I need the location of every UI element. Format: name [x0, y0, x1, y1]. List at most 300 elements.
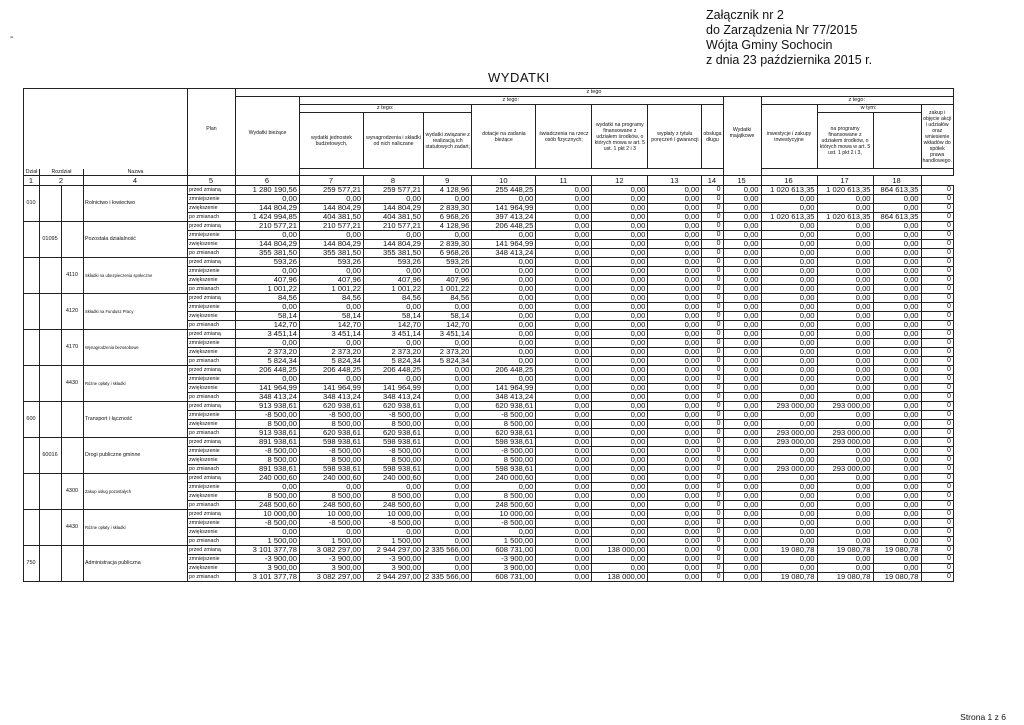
value-cell: 0,00 — [723, 203, 761, 212]
value-cell: 1 020 613,35 — [817, 212, 873, 221]
value-cell: 0,00 — [761, 230, 817, 239]
value-cell: 0,00 — [592, 365, 648, 374]
value-cell: 0,00 — [424, 437, 472, 446]
value-cell: 0,00 — [300, 374, 364, 383]
value-cell: 0,00 — [723, 185, 761, 194]
value-cell: 0 — [921, 419, 953, 428]
value-cell: 0,00 — [761, 509, 817, 518]
row-label: po zmianach — [188, 428, 236, 437]
value-cell: 0,00 — [536, 365, 592, 374]
value-cell: 0,00 — [723, 320, 761, 329]
group-name: Administracja publiczna — [84, 545, 188, 581]
value-cell: 0,00 — [424, 266, 472, 275]
value-cell: 0,00 — [873, 338, 921, 347]
value-cell: 913 938,61 — [236, 428, 300, 437]
value-cell: 0,00 — [536, 419, 592, 428]
value-cell: 0,00 — [723, 509, 761, 518]
value-cell: 3 900,00 — [472, 563, 536, 572]
value-cell: 0,00 — [723, 545, 761, 554]
value-cell: 0,00 — [723, 491, 761, 500]
value-cell: 0 — [702, 212, 723, 221]
value-cell: 0,00 — [817, 284, 873, 293]
value-cell: 0,00 — [648, 266, 702, 275]
value-cell: 293 000,00 — [761, 428, 817, 437]
value-cell: 0,00 — [424, 194, 472, 203]
value-cell: 2 373,20 — [236, 347, 300, 356]
table-row — [24, 437, 954, 446]
value-cell: 0,00 — [761, 482, 817, 491]
value-cell: 0 — [702, 365, 723, 374]
value-cell: 620 938,61 — [472, 401, 536, 410]
group-name: Rolnictwo i łowiectwo — [84, 185, 188, 221]
value-cell: 0 — [921, 257, 953, 266]
value-cell: 0,00 — [723, 230, 761, 239]
value-cell: 0,00 — [592, 554, 648, 563]
col-programy-spacer — [873, 113, 921, 169]
value-cell: 0,00 — [472, 284, 536, 293]
paragraf-code — [62, 545, 84, 581]
rozdzial-code: 60016 — [40, 437, 62, 473]
value-cell: 0,00 — [592, 446, 648, 455]
value-cell: 293 000,00 — [817, 437, 873, 446]
value-cell: 0,00 — [592, 428, 648, 437]
value-cell: 10 000,00 — [364, 509, 424, 518]
value-cell: 0,00 — [648, 446, 702, 455]
value-cell: 397 413,24 — [472, 212, 536, 221]
value-cell: 0,00 — [817, 302, 873, 311]
value-cell: 348 413,24 — [300, 392, 364, 401]
value-cell: 0,00 — [648, 563, 702, 572]
value-cell: 0,00 — [873, 446, 921, 455]
value-cell: 0,00 — [873, 239, 921, 248]
value-cell: 2 335 566,00 — [424, 545, 472, 554]
value-cell: 0,00 — [424, 392, 472, 401]
header-majatkowe-z-tego: z tego: — [761, 97, 953, 105]
value-cell: 0 — [921, 356, 953, 365]
value-cell: 142,70 — [364, 320, 424, 329]
value-cell: 0,00 — [364, 194, 424, 203]
value-cell: 0,00 — [424, 230, 472, 239]
value-cell: 0,00 — [648, 347, 702, 356]
value-cell: 0,00 — [592, 302, 648, 311]
value-cell: 0 — [702, 563, 723, 572]
value-cell: 620 938,61 — [300, 428, 364, 437]
value-cell: 0 — [702, 473, 723, 482]
value-cell: 0,00 — [761, 338, 817, 347]
value-cell: 598 938,61 — [472, 437, 536, 446]
value-cell: 0,00 — [648, 203, 702, 212]
value-cell: 8 500,00 — [300, 455, 364, 464]
value-cell: 0,00 — [648, 356, 702, 365]
value-cell: 240 000,60 — [236, 473, 300, 482]
value-cell: 0,00 — [300, 338, 364, 347]
col-zakup-akcji: zakup i objęcie akcji i udziałów oraz wniesienie wkładów do spółek prawa handlowego. — [921, 105, 953, 169]
value-cell: 240 000,60 — [300, 473, 364, 482]
value-cell: 0,00 — [592, 293, 648, 302]
value-cell: 0,00 — [424, 419, 472, 428]
value-cell: 3 451,14 — [364, 329, 424, 338]
margin-mark: - — [10, 32, 14, 43]
column-number: 9 — [424, 175, 472, 185]
value-cell: 0 — [921, 302, 953, 311]
column-number: 13 — [648, 175, 702, 185]
value-cell: 0,00 — [592, 491, 648, 500]
value-cell: 0,00 — [536, 194, 592, 203]
value-cell: 0,00 — [472, 320, 536, 329]
value-cell: 593,26 — [364, 257, 424, 266]
value-cell: 19 080,78 — [873, 545, 921, 554]
value-cell: 1 020 613,35 — [761, 185, 817, 194]
value-cell: 0 — [702, 284, 723, 293]
paragraf-code — [62, 437, 84, 473]
value-cell: 0,00 — [761, 356, 817, 365]
value-cell: 0,00 — [761, 455, 817, 464]
value-cell: 8 500,00 — [236, 419, 300, 428]
value-cell: 0,00 — [236, 374, 300, 383]
value-cell: 3 101 377,78 — [236, 572, 300, 581]
value-cell: 0 — [702, 221, 723, 230]
value-cell: 0,00 — [592, 356, 648, 365]
group-name: Transport i łączność — [84, 401, 188, 437]
row-label: zwiększenie — [188, 275, 236, 284]
value-cell: 0,00 — [536, 491, 592, 500]
value-cell: 2 373,20 — [424, 347, 472, 356]
value-cell: 0 — [702, 527, 723, 536]
value-cell: 0,00 — [761, 320, 817, 329]
value-cell: 0 — [702, 293, 723, 302]
value-cell: 0,00 — [424, 383, 472, 392]
value-cell: 0,00 — [536, 284, 592, 293]
value-cell: 0,00 — [873, 518, 921, 527]
value-cell: 0 — [921, 392, 953, 401]
value-cell: -8 500,00 — [300, 518, 364, 527]
header-line-4: z dnia 23 października 2015 r. — [706, 53, 873, 67]
value-cell: 0,00 — [536, 473, 592, 482]
value-cell: 8 500,00 — [364, 419, 424, 428]
row-label: przed zmianą — [188, 545, 236, 554]
value-cell: 0,00 — [536, 257, 592, 266]
value-cell: 141 964,99 — [300, 383, 364, 392]
value-cell: 620 938,61 — [364, 428, 424, 437]
value-cell: 0,00 — [236, 302, 300, 311]
value-cell: 0,00 — [536, 383, 592, 392]
value-cell: 0,00 — [592, 338, 648, 347]
col-wyplaty: wypłaty z tytułu poręczeń i gwarancji — [648, 105, 702, 169]
value-cell: 0 — [702, 347, 723, 356]
value-cell: 0,00 — [592, 401, 648, 410]
value-cell: 0,00 — [723, 554, 761, 563]
value-cell: 0,00 — [472, 293, 536, 302]
value-cell: 206 448,25 — [472, 365, 536, 374]
value-cell: 0,00 — [536, 482, 592, 491]
value-cell: 141 964,99 — [472, 239, 536, 248]
value-cell: 0,00 — [873, 329, 921, 338]
col-wydatki-jednostek: wydatki jednostek budżetowych, — [300, 113, 364, 169]
value-cell: 0 — [921, 221, 953, 230]
value-cell: 84,56 — [300, 293, 364, 302]
col-wydatki-majatkowe: Wydatki majątkowe — [723, 97, 761, 169]
value-cell: 0,00 — [873, 509, 921, 518]
column-number: 4 — [84, 175, 188, 185]
value-cell: 0 — [702, 446, 723, 455]
dzial-code — [24, 293, 40, 329]
value-cell: 0,00 — [873, 455, 921, 464]
value-cell: 0,00 — [424, 482, 472, 491]
value-cell: 0,00 — [592, 329, 648, 338]
value-cell: 0,00 — [648, 410, 702, 419]
value-cell: 0,00 — [424, 302, 472, 311]
value-cell: 0,00 — [817, 383, 873, 392]
value-cell: 0 — [702, 230, 723, 239]
row-label: zmniejszenie — [188, 266, 236, 275]
value-cell: 8 500,00 — [236, 491, 300, 500]
value-cell: 0,00 — [472, 347, 536, 356]
value-cell: 1 500,00 — [236, 536, 300, 545]
group-name: Pozostała działalność — [84, 221, 188, 257]
value-cell: 1 500,00 — [300, 536, 364, 545]
row-label: zwiększenie — [188, 311, 236, 320]
value-cell: 0,00 — [536, 239, 592, 248]
row-label: zmniejszenie — [188, 410, 236, 419]
value-cell: 0,00 — [873, 311, 921, 320]
row-label: zmniejszenie — [188, 302, 236, 311]
value-cell: 0,00 — [536, 464, 592, 473]
value-cell: 0,00 — [536, 338, 592, 347]
column-number: 15 — [723, 175, 761, 185]
value-cell: 0 — [702, 545, 723, 554]
row-label: zwiększenie — [188, 563, 236, 572]
value-cell: 0,00 — [761, 302, 817, 311]
value-cell: 0 — [921, 572, 953, 581]
value-cell: 0,00 — [536, 212, 592, 221]
value-cell: 0,00 — [536, 536, 592, 545]
value-cell: 0,00 — [723, 473, 761, 482]
row-label: zwiększenie — [188, 491, 236, 500]
col-rozdzial: Rozdział — [40, 169, 84, 176]
value-cell: 0,00 — [723, 455, 761, 464]
value-cell: 0,00 — [648, 554, 702, 563]
rozdzial-code — [40, 509, 62, 545]
dzial-code — [24, 257, 40, 293]
column-number: 14 — [702, 175, 723, 185]
value-cell: 0,00 — [761, 383, 817, 392]
col-nazwa: Nazwa — [84, 169, 188, 176]
value-cell: 0,00 — [648, 221, 702, 230]
col-inwestycje: inwestycje i zakupy inwestycyjne — [761, 105, 817, 169]
value-cell: 0,00 — [817, 230, 873, 239]
value-cell: 0 — [921, 284, 953, 293]
value-cell: 0,00 — [592, 347, 648, 356]
value-cell: 0 — [921, 203, 953, 212]
value-cell: 210 577,21 — [364, 221, 424, 230]
value-cell: 0,00 — [873, 500, 921, 509]
value-cell: 864 613,35 — [873, 185, 921, 194]
value-cell: 0,00 — [723, 329, 761, 338]
col-wydatki-programy: wydatki na programy finansowane z udziałem środków, o których mowa w art. 5 ust. 1 pkt 2 i 3 — [592, 105, 648, 169]
value-cell: 0,00 — [723, 428, 761, 437]
value-cell: 0,00 — [761, 518, 817, 527]
expenditure-table — [23, 88, 954, 582]
value-cell: 84,56 — [424, 293, 472, 302]
paragraf-code — [62, 221, 84, 257]
value-cell: 0,00 — [817, 419, 873, 428]
value-cell: 0,00 — [536, 572, 592, 581]
value-cell: 0,00 — [364, 338, 424, 347]
value-cell: -8 500,00 — [236, 518, 300, 527]
value-cell: 0,00 — [592, 194, 648, 203]
value-cell: 0,00 — [536, 203, 592, 212]
value-cell: 0,00 — [761, 392, 817, 401]
row-label: po zmianach — [188, 464, 236, 473]
value-cell: 0,00 — [424, 428, 472, 437]
value-cell: 0,00 — [817, 410, 873, 419]
value-cell: 293 000,00 — [761, 401, 817, 410]
value-cell: 0,00 — [873, 347, 921, 356]
value-cell: 0,00 — [648, 293, 702, 302]
value-cell: 0,00 — [873, 383, 921, 392]
value-cell: 0 — [921, 239, 953, 248]
value-cell: -8 500,00 — [300, 446, 364, 455]
col-obsluga: obsługa długu — [702, 105, 723, 169]
value-cell: 293 000,00 — [761, 464, 817, 473]
value-cell: 248 500,60 — [236, 500, 300, 509]
row-label: zwiększenie — [188, 527, 236, 536]
header-line-2: do Zarządzenia Nr 77/2015 — [706, 23, 858, 37]
value-cell: 0,00 — [592, 266, 648, 275]
value-cell: 0,00 — [723, 563, 761, 572]
value-cell: 620 938,61 — [472, 428, 536, 437]
value-cell: 0,00 — [300, 527, 364, 536]
value-cell: 138 000,00 — [592, 572, 648, 581]
header-left-blank — [24, 89, 188, 169]
value-cell: 0 — [702, 482, 723, 491]
value-cell: 0,00 — [592, 563, 648, 572]
value-cell: 0,00 — [592, 473, 648, 482]
value-cell: 5 824,34 — [236, 356, 300, 365]
rozdzial-code — [40, 401, 62, 437]
column-number: 11 — [536, 175, 592, 185]
value-cell: 0 — [921, 518, 953, 527]
value-cell: 0,00 — [364, 266, 424, 275]
value-cell: 5 824,34 — [300, 356, 364, 365]
value-cell: 141 964,99 — [364, 383, 424, 392]
value-cell: 404 381,50 — [300, 212, 364, 221]
value-cell: 1 020 613,35 — [761, 212, 817, 221]
value-cell: 0,00 — [592, 455, 648, 464]
value-cell: 0,00 — [648, 311, 702, 320]
col-swiadczenia: świadczenia na rzecz osób fizycznych; — [536, 105, 592, 169]
value-cell: 0,00 — [873, 428, 921, 437]
value-cell: 0,00 — [648, 527, 702, 536]
value-cell: 0,00 — [472, 311, 536, 320]
value-cell: 0,00 — [648, 536, 702, 545]
value-cell: 0,00 — [723, 527, 761, 536]
column-number: 16 — [761, 175, 817, 185]
document-header — [706, 8, 872, 68]
value-cell: 58,14 — [364, 311, 424, 320]
value-cell: -3 900,00 — [236, 554, 300, 563]
col-wynagrodzenia: wynagrodzenia i składki od nich naliczane — [364, 113, 424, 169]
paragraf-code: 4430 — [62, 365, 84, 401]
group-name: Składki na ubezpieczenia społeczne — [84, 257, 188, 293]
value-cell: 0,00 — [761, 419, 817, 428]
value-cell: 0,00 — [592, 203, 648, 212]
value-cell: 0,00 — [648, 185, 702, 194]
row-label: przed zmianą — [188, 257, 236, 266]
value-cell: -3 900,00 — [300, 554, 364, 563]
col-wydatki-biezace: Wydatki bieżące — [236, 97, 300, 169]
value-cell: 5 824,34 — [424, 356, 472, 365]
value-cell: 0,00 — [817, 455, 873, 464]
value-cell: 142,70 — [300, 320, 364, 329]
value-cell: 0,00 — [723, 212, 761, 221]
value-cell: 0,00 — [817, 275, 873, 284]
value-cell: 0,00 — [723, 383, 761, 392]
value-cell: 0 — [921, 563, 953, 572]
value-cell: 1 020 613,35 — [817, 185, 873, 194]
value-cell: 0,00 — [723, 500, 761, 509]
row-label: zwiększenie — [188, 347, 236, 356]
value-cell: 598 938,61 — [364, 437, 424, 446]
value-cell: 0,00 — [536, 302, 592, 311]
row-label: zmniejszenie — [188, 446, 236, 455]
value-cell: 598 938,61 — [472, 464, 536, 473]
value-cell: 0,00 — [424, 338, 472, 347]
value-cell: 0 — [921, 437, 953, 446]
value-cell: 0,00 — [761, 275, 817, 284]
value-cell: 0,00 — [648, 482, 702, 491]
rozdzial-code: 01095 — [40, 221, 62, 257]
row-label: przed zmianą — [188, 437, 236, 446]
value-cell: 293 000,00 — [761, 437, 817, 446]
value-cell: -8 500,00 — [472, 410, 536, 419]
table-row — [24, 473, 954, 482]
value-cell: 0,00 — [817, 491, 873, 500]
rozdzial-code — [40, 293, 62, 329]
value-cell: 0,00 — [873, 356, 921, 365]
value-cell: 0,00 — [592, 275, 648, 284]
value-cell: 0 — [702, 554, 723, 563]
value-cell: 0,00 — [536, 527, 592, 536]
value-cell: 0,00 — [536, 374, 592, 383]
header-line-3: Wójta Gminy Sochocin — [706, 38, 833, 52]
value-cell: -3 900,00 — [472, 554, 536, 563]
value-cell: 293 000,00 — [817, 464, 873, 473]
value-cell: 0,00 — [592, 248, 648, 257]
value-cell: 0 — [702, 320, 723, 329]
value-cell: 0 — [702, 464, 723, 473]
value-cell: 0,00 — [364, 374, 424, 383]
value-cell: 0,00 — [592, 320, 648, 329]
value-cell: 0,00 — [592, 500, 648, 509]
value-cell: 0,00 — [648, 419, 702, 428]
value-cell: 8 500,00 — [472, 491, 536, 500]
value-cell: 84,56 — [236, 293, 300, 302]
value-cell: 0,00 — [761, 194, 817, 203]
value-cell: 0,00 — [873, 482, 921, 491]
table-row — [24, 185, 954, 194]
value-cell: 0,00 — [873, 302, 921, 311]
value-cell: 0,00 — [817, 563, 873, 572]
value-cell: 0,00 — [592, 221, 648, 230]
dzial-code — [24, 473, 40, 509]
value-cell: 0,00 — [536, 401, 592, 410]
value-cell: 0,00 — [817, 347, 873, 356]
row-label: zwiększenie — [188, 455, 236, 464]
value-cell: 0,00 — [536, 248, 592, 257]
value-cell: 0,00 — [723, 374, 761, 383]
value-cell: 3 900,00 — [364, 563, 424, 572]
